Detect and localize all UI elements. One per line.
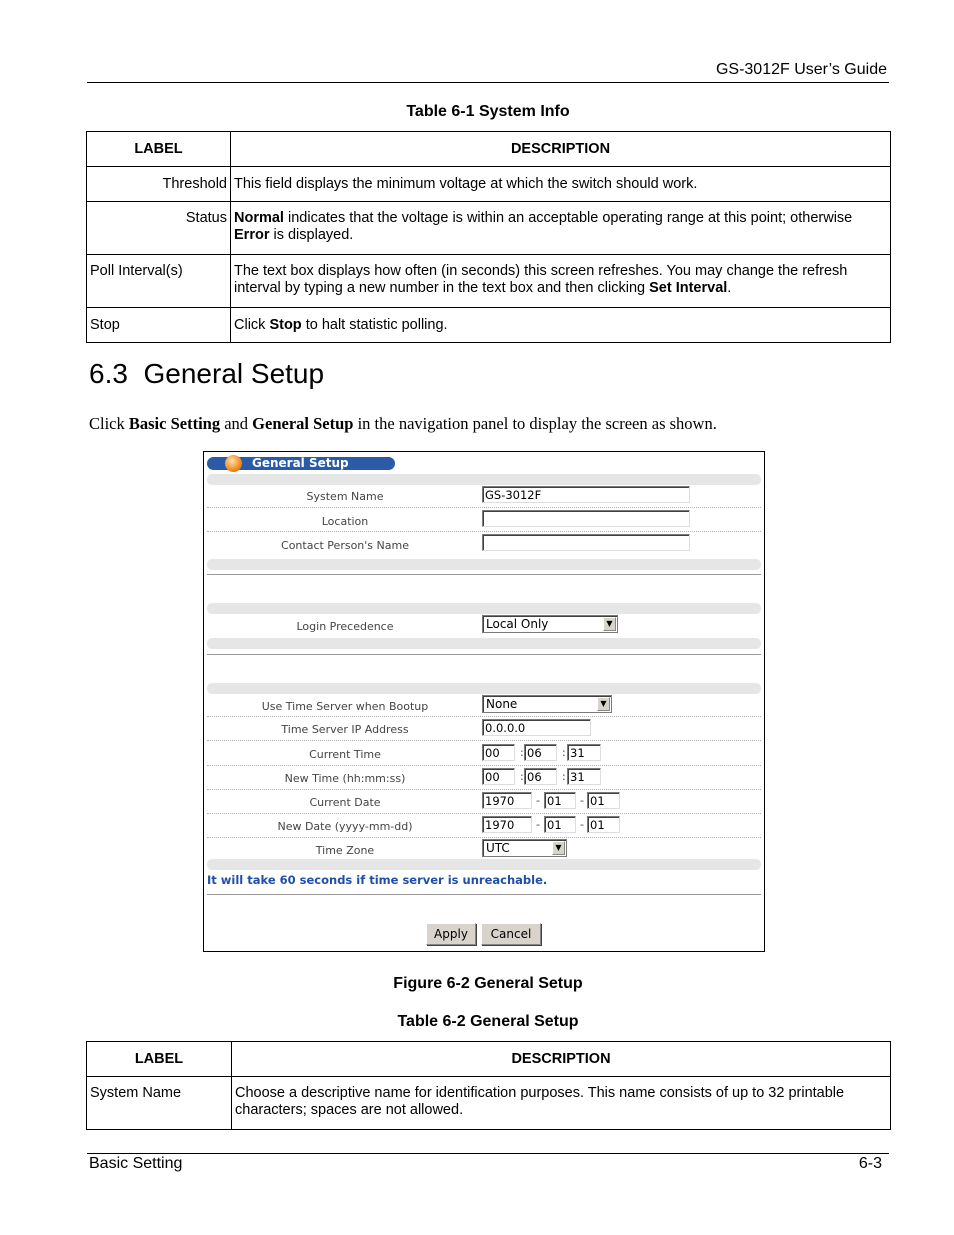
new-time-label: New Time (hh:mm:ss) [284,772,406,785]
divider [207,813,761,814]
current-date-month[interactable]: 01 [544,792,576,809]
section-heading [89,358,324,390]
table-row [87,1077,891,1130]
footer-page-number: 6-3 [858,1155,882,1172]
contact-input[interactable] [482,534,690,551]
divider [207,837,761,838]
system-name-input[interactable]: GS-3012F [482,486,690,503]
section-title: General Setup [143,358,325,389]
row-label: Threshold [87,167,231,202]
new-date-label: New Date (yyyy-mm-dd) [277,820,413,833]
divider [207,765,761,766]
current-time-hour[interactable]: 00 [482,744,515,761]
row-label: Status [87,202,231,255]
time-zone-value: UTC [486,841,510,855]
table2-caption: Table 6-2 General Setup [397,1013,579,1030]
new-time-minute[interactable]: 06 [524,768,557,785]
table-row [87,167,891,202]
current-date-day[interactable]: 01 [587,792,620,809]
new-time-hour[interactable]: 00 [482,768,515,785]
time-zone-select[interactable] [482,839,567,857]
row-desc: The text box displays how often (in seconds) this screen refreshes. You may change the refresh interval by typing a new number in the text box and then clicking Set Interval. [231,255,891,308]
current-time-label: Current Time [309,748,381,761]
band [207,603,761,614]
time-server-select[interactable] [482,695,612,713]
chevron-down-icon[interactable]: ▼ [552,841,565,855]
time-zone-label: Time Zone [315,844,375,857]
timeout-note: It will take 60 seconds if time server is unreachable. [207,873,548,887]
login-precedence-value: Local Only [486,617,549,631]
table1-col-label: LABEL [87,132,231,167]
divider [207,507,761,508]
row-desc: Click Stop to halt statistic polling. [231,308,891,343]
orb-icon [225,455,242,472]
table1-caption: Table 6-1 System Info [406,103,570,120]
divider [207,894,761,895]
table1-col-desc: DESCRIPTION [231,132,891,167]
current-time-minute[interactable]: 06 [524,744,557,761]
band [207,638,761,649]
table-row [87,308,891,343]
general-setup-table [86,1041,891,1130]
divider [207,574,761,575]
row-desc: Choose a descriptive name for identification purposes. This name consists of up to 32 printable characters; spaces are not allowed. [232,1077,891,1130]
time-separator: : [520,746,524,759]
location-input[interactable] [482,510,690,527]
intro-paragraph: Click Basic Setting and General Setup in the navigation panel to display the screen as shown. [89,414,717,433]
new-date-day[interactable]: 01 [587,816,620,833]
screen-title-bar [207,457,395,470]
current-time-second[interactable]: 31 [567,744,601,761]
guide-title: GS-3012F User’s Guide [715,61,887,78]
new-time-second[interactable]: 31 [567,768,601,785]
time-separator: : [562,746,566,759]
band [207,474,761,485]
date-separator: - [580,794,584,807]
footer-rule [87,1153,889,1154]
figure-caption: Figure 6-2 General Setup [393,975,583,992]
band [207,559,761,570]
system-info-table [86,131,891,343]
section-number: 6.3 [89,358,128,389]
divider [207,789,761,790]
login-precedence-select[interactable] [482,615,618,633]
current-date-year[interactable]: 1970 [482,792,532,809]
time-separator: : [562,770,566,783]
date-separator: - [536,818,540,831]
table-row [87,202,891,255]
screen-title: General Setup [252,456,349,470]
chevron-down-icon[interactable]: ▼ [597,697,610,711]
divider [207,654,761,655]
new-date-month[interactable]: 01 [544,816,576,833]
row-desc: This field displays the minimum voltage at which the switch should work. [231,167,891,202]
time-separator: : [520,770,524,783]
divider [207,716,761,717]
cancel-button[interactable]: Cancel [481,923,541,945]
header-rule [87,82,889,83]
table2-col-desc: DESCRIPTION [232,1042,891,1077]
time-server-ip-label: Time Server IP Address [281,723,409,736]
row-desc: Normal indicates that the voltage is within an acceptable operating range at this point; otherwise Error is displayed. [231,202,891,255]
location-label: Location [321,515,369,528]
current-date-label: Current Date [309,796,381,809]
table-row [87,255,891,308]
row-label: System Name [87,1077,232,1130]
time-server-label: Use Time Server when Bootup [261,700,429,713]
contact-label: Contact Person's Name [281,539,409,552]
system-name-label: System Name [306,490,384,503]
login-precedence-label: Login Precedence [296,620,394,633]
divider [207,531,761,532]
date-separator: - [580,818,584,831]
table2-col-label: LABEL [87,1042,232,1077]
general-setup-screenshot [203,451,765,952]
band [207,683,761,694]
time-server-ip-input[interactable]: 0.0.0.0 [482,719,591,736]
row-label: Poll Interval(s) [87,255,231,308]
chevron-down-icon[interactable]: ▼ [603,617,616,631]
apply-button[interactable]: Apply [426,923,476,945]
band [207,859,761,870]
row-label: Stop [87,308,231,343]
date-separator: - [536,794,540,807]
new-date-year[interactable]: 1970 [482,816,532,833]
time-server-value: None [486,697,518,711]
divider [207,740,761,741]
footer-chapter: Basic Setting [89,1155,183,1172]
